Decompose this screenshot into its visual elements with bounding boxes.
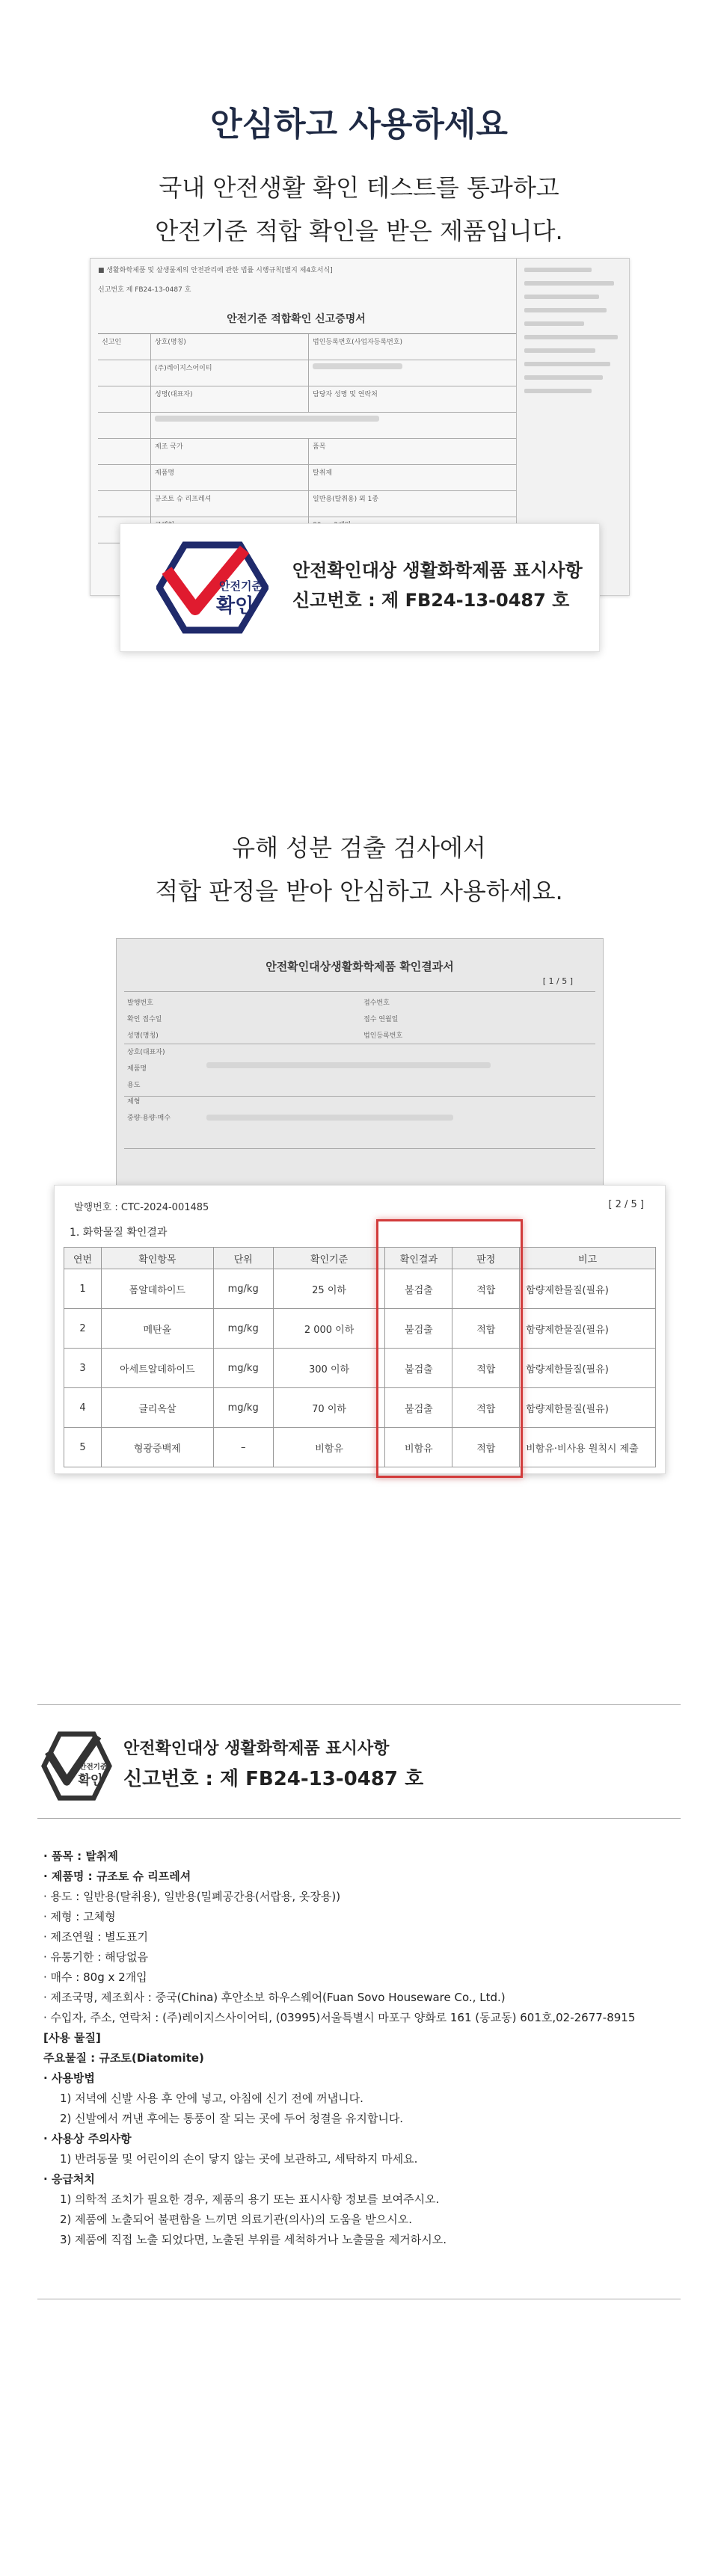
report-field: 성명(명칭) bbox=[127, 1032, 159, 1040]
label-block-line-2: 신고번호 : 제 FB24-13-0487 호 bbox=[123, 1768, 424, 1790]
materials-text: 주요물질 : 규조토(Diatomite) bbox=[43, 2051, 204, 2065]
intro-line-1: 국내 안전생활 확인 테스트를 통과하고 bbox=[159, 173, 559, 202]
table-section-title: 1. 화학물질 확인결과 bbox=[70, 1227, 168, 1239]
intro-line-2: 안전기준 적합 확인을 받은 제품입니다. bbox=[155, 217, 563, 245]
table-cell: 형광증백제 bbox=[101, 1428, 213, 1467]
small-logo-line-1: 안전기준 bbox=[79, 1763, 108, 1772]
table-cell: – bbox=[213, 1428, 273, 1467]
table-cell: 2 bbox=[64, 1309, 102, 1349]
info-item: · 유통기한 : 해당없음 bbox=[43, 1950, 149, 1964]
cert-label: 법인등록번호(사업자등록번호) bbox=[313, 339, 403, 346]
section2-line-2: 적합 판정을 받아 안심하고 사용하세요. bbox=[155, 877, 563, 905]
result-table-card bbox=[54, 1185, 666, 1474]
table-cell: 폼알데하이드 bbox=[101, 1269, 213, 1309]
cert-label: 품목 bbox=[313, 443, 326, 451]
report-page: [ 1 / 5 ] bbox=[542, 976, 573, 986]
table-cell: 3 bbox=[64, 1349, 102, 1388]
table-cell: 적합 bbox=[452, 1428, 520, 1467]
certificate-grid bbox=[98, 333, 517, 543]
cert-label: 제조 국가 bbox=[151, 439, 309, 464]
table-cell: 4 bbox=[64, 1388, 102, 1428]
result-table bbox=[64, 1247, 656, 1467]
report-field: 법인등록번호 bbox=[363, 1032, 403, 1040]
product-info bbox=[43, 1846, 687, 2250]
logo-line-2: 확인 bbox=[216, 595, 254, 617]
col-header: 확인결과 bbox=[385, 1248, 452, 1269]
cert-label: 제품명 bbox=[151, 465, 309, 490]
table-cell: 2 000 이하 bbox=[273, 1309, 385, 1349]
usage-item: 2) 신발에서 꺼낸 후에는 통풍이 잘 되는 곳에 두어 청결을 유지합니다. bbox=[60, 2112, 404, 2125]
table-doc-number: 발행번호 : CTC-2024-001485 bbox=[74, 1202, 209, 1213]
table-cell: 불검출 bbox=[385, 1388, 452, 1428]
info-item: · 품목 : 탈취제 bbox=[43, 1849, 118, 1863]
table-cell: 불검출 bbox=[385, 1309, 452, 1349]
table-cell: 함량제한물질(필유) bbox=[520, 1309, 656, 1349]
safety-label-badge bbox=[120, 523, 600, 652]
usage-item: 1) 저녁에 신발 사용 후 안에 넣고, 아침에 신기 전에 꺼냅니다. bbox=[60, 2092, 363, 2105]
col-header: 단위 bbox=[213, 1248, 273, 1269]
col-header: 연번 bbox=[64, 1248, 102, 1269]
table-cell: 1 bbox=[64, 1269, 102, 1309]
report-field: 중량·용량·매수 bbox=[127, 1115, 171, 1122]
table-cell: 함량제한물질(필유) bbox=[520, 1349, 656, 1388]
table-cell: 글리옥살 bbox=[101, 1388, 213, 1428]
table-cell: mg/kg bbox=[213, 1309, 273, 1349]
table-cell: 함량제한물질(필유) bbox=[520, 1388, 656, 1428]
report-document bbox=[116, 938, 604, 1201]
table-cell: 70 이하 bbox=[273, 1388, 385, 1428]
small-logo-line-2: 확인 bbox=[78, 1773, 103, 1789]
table-row bbox=[64, 1269, 656, 1309]
separator-top bbox=[37, 1704, 681, 1705]
page-heading: 안심하고 사용하세요 bbox=[210, 105, 508, 144]
col-header: 비고 bbox=[520, 1248, 656, 1269]
table-cell: 300 이하 bbox=[273, 1349, 385, 1388]
table-cell: 적합 bbox=[452, 1309, 520, 1349]
table-cell: 적합 bbox=[452, 1349, 520, 1388]
info-item: · 제형 : 고체형 bbox=[43, 1910, 116, 1923]
report-field: 확인 접수일 bbox=[127, 1016, 162, 1023]
cert-label: 담당자 성명 및 연락처 bbox=[313, 391, 378, 398]
usage-title: · 사용방법 bbox=[43, 2071, 95, 2085]
separator-middle bbox=[37, 1818, 681, 1819]
table-cell: 25 이하 bbox=[273, 1269, 385, 1309]
emergency-title: · 응급처치 bbox=[43, 2172, 95, 2186]
cert-value: 규조토 슈 리프레셔 bbox=[151, 491, 309, 517]
section2-line-1: 유해 성분 검출 검사에서 bbox=[232, 833, 486, 862]
table-cell: 비함유 bbox=[385, 1428, 452, 1467]
col-header: 확인항목 bbox=[101, 1248, 213, 1269]
label-block-text bbox=[123, 1734, 423, 1794]
certificate-title: 안전기준 적합확인 신고증명서 bbox=[227, 313, 366, 325]
label-block-line-1: 안전확인대상 생활화학제품 표시사항 bbox=[123, 1740, 390, 1758]
caution-item: 1) 반려동물 및 어린이의 손이 닿지 않는 곳에 보관하고, 세탁하지 마세요. bbox=[60, 2152, 418, 2166]
cert-label: 상호(명칭) bbox=[151, 334, 309, 360]
cert-value: (주)레이지스어이티 bbox=[151, 360, 309, 386]
table-cell: 불검출 bbox=[385, 1269, 452, 1309]
report-field: 제품명 bbox=[127, 1065, 147, 1073]
table-cell: mg/kg bbox=[213, 1349, 273, 1388]
info-item: · 제조국명, 제조회사 : 중국(China) 후안소보 하우스웨어(Fuan Sovo Houseware Co., Ltd.) bbox=[43, 1991, 506, 2004]
table-cell: 적합 bbox=[452, 1388, 520, 1428]
info-item: · 제조연월 : 별도표기 bbox=[43, 1930, 149, 1944]
table-cell: 불검출 bbox=[385, 1349, 452, 1388]
cert-label: 성명(대표자) bbox=[151, 386, 309, 412]
table-row bbox=[64, 1388, 656, 1428]
table-row bbox=[64, 1428, 656, 1467]
badge-text-line-1: 안전확인대상 생활화학제품 표시사항 bbox=[292, 560, 583, 581]
table-cell: 5 bbox=[64, 1428, 102, 1467]
table-page: [ 2 / 5 ] bbox=[608, 1199, 644, 1210]
safety-check-logo-icon bbox=[156, 540, 269, 635]
cert-value: 탈취제 bbox=[313, 469, 333, 477]
table-cell: mg/kg bbox=[213, 1388, 273, 1428]
info-item: · 용도 : 일반용(탈취용), 일반용(밀폐공간용(서랍용, 옷장용)) bbox=[43, 1890, 341, 1903]
table-cell: 함량제한물질(필유) bbox=[520, 1269, 656, 1309]
table-cell: 적합 bbox=[452, 1269, 520, 1309]
result-highlight-box bbox=[376, 1219, 523, 1478]
report-title: 안전확인대상생활화학제품 확인결과서 bbox=[266, 960, 454, 973]
cert-value: 일반용(탈취용) 외 1종 bbox=[313, 496, 379, 503]
report-field: 발행번호 bbox=[127, 999, 153, 1007]
report-field: 용도 bbox=[127, 1082, 141, 1089]
report-field: 접수번호 bbox=[363, 999, 390, 1007]
badge-text-line-2: 신고번호 : 제 FB24-13-0487 호 bbox=[292, 590, 570, 611]
report-field: 상호(대표자) bbox=[127, 1049, 165, 1056]
table-cell: 비함유·비사용 원칙시 제출 bbox=[520, 1428, 656, 1467]
table-cell: 메탄올 bbox=[101, 1309, 213, 1349]
intro-text bbox=[0, 166, 718, 253]
report-field: 접수 연월일 bbox=[363, 1016, 399, 1023]
emergency-item: 3) 제품에 직접 노출 되었다면, 노출된 부위를 세척하거나 노출물을 제거하시오. bbox=[60, 2233, 447, 2246]
emergency-item: 1) 의학적 조치가 필요한 경우, 제품의 용기 또는 표시사항 정보를 보여주시오. bbox=[60, 2193, 440, 2206]
table-row bbox=[64, 1309, 656, 1349]
section2-text bbox=[0, 826, 718, 913]
safety-check-small-logo-icon bbox=[41, 1731, 112, 1802]
table-cell: 아세트알데하이드 bbox=[101, 1349, 213, 1388]
info-item: · 수입자, 주소, 연락처 : (주)레이지스사이어티, (03995)서울특별시 마포구 양화로 161 (동교동) 601호,02-2677-8915 bbox=[43, 2011, 636, 2024]
table-cell: 비함유 bbox=[273, 1428, 385, 1467]
emergency-item: 2) 제품에 노출되어 불편함을 느끼면 의료기관(의사)의 도움을 받으시오. bbox=[60, 2213, 412, 2226]
table-cell: mg/kg bbox=[213, 1269, 273, 1309]
table-row bbox=[64, 1349, 656, 1388]
caution-title: · 사용상 주의사항 bbox=[43, 2132, 132, 2145]
materials-title: [사용 물질] bbox=[43, 2031, 101, 2045]
report-field: 제형 bbox=[127, 1098, 141, 1106]
cert-label: 신고인 bbox=[98, 334, 151, 360]
col-header: 확인기준 bbox=[273, 1248, 385, 1269]
logo-line-1: 안전기준 bbox=[219, 579, 263, 593]
info-item: · 제품명 : 규조토 슈 리프레셔 bbox=[43, 1870, 191, 1883]
info-item: · 매수 : 80g x 2개입 bbox=[43, 1970, 147, 1984]
certificate-number: 신고번호 제 FB24-13-0487 호 bbox=[98, 286, 191, 294]
certificate-header: ■ 생활화학제품 및 살생물제의 안전관리에 관한 법률 시행규칙[별지 제4호서식] bbox=[98, 267, 333, 274]
col-header: 판정 bbox=[452, 1248, 520, 1269]
table-header-row bbox=[64, 1248, 656, 1269]
